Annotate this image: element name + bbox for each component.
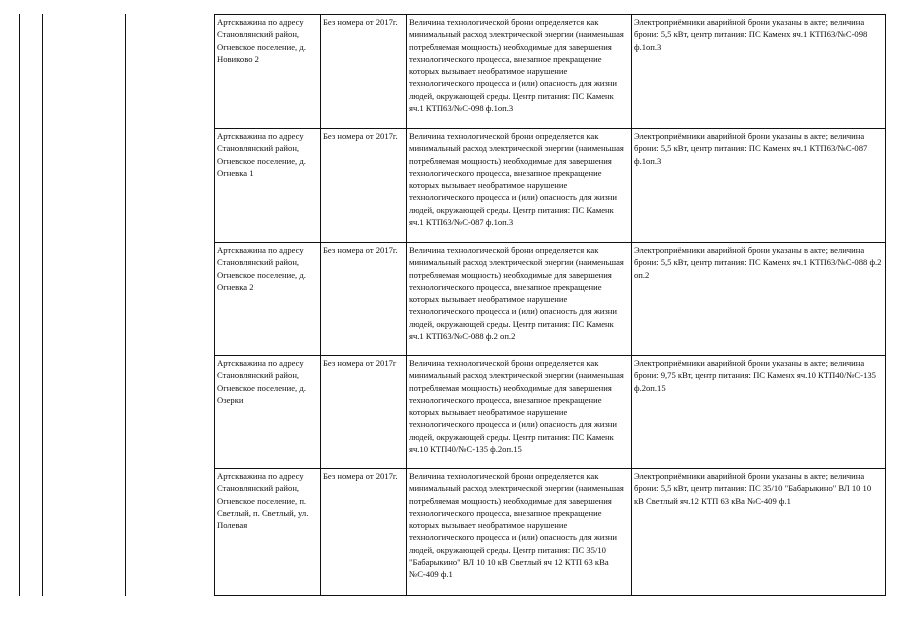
- notes-cell: Электроприёмники аварийной брони указаны в акте; величина брони: 9,75 кВт, центр питания: ПС Каменх яч.10 КТП40/№С-135 ф.2оп.15: [632, 356, 886, 469]
- number-cell: Без номера от 2017г.: [321, 129, 407, 243]
- reservation-table: [214, 14, 886, 596]
- table-row: [215, 356, 886, 469]
- notes-cell: Электроприёмники аварийной брони указаны в акте; величина брони: 5,5 кВт, центр питания: ПС 35/10 "Бабарыкино" ВЛ 10 10 кВ Светлый яч.12 КТП 63 кВа №С-409 ф.1: [632, 469, 886, 596]
- description-cell: Величина технологической брони определяется как минимальный расход электрической энергии (наименьшая потребляемая мощность) необходимые для завершения технологического процесса, внезапное прекращение которых вызывает необратимое нарушение технологического процесса и (или) опасность для жизни людей, окружающей среды. Центр питания: ПС Каменк яч.1 КТП63/№С-098 ф.1оп.3: [407, 15, 632, 129]
- notes-cell: Электроприёмники аварийной брони указаны в акте; величина брони: 5,5 кВт, центр питания: ПС Каменх яч.1 КТП63/№С-098 ф.1оп.3: [632, 15, 886, 129]
- object-cell: Артскважина по адресу Становлянский район, Огневское поселение, д. Огневка 1: [215, 129, 321, 243]
- description-cell: Величина технологической брони определяется как минимальный расход электрической энергии (наименьшая потребляемая мощность) необходимые для завершения технологического процесса, внезапное прекращение которых вызывает необратимое нарушение технологического процесса и (или) опасность для жизни людей, окружающей среды. Центр питания: ПС Каменк яч.10 КТП40/№С-135 ф.2оп.15: [407, 356, 632, 469]
- table-row: [215, 243, 886, 356]
- number-cell: Без номера от 2017г.: [321, 15, 407, 129]
- left-rule-3: [125, 14, 126, 596]
- object-cell: Артскважина по адресу Становлянский район, Огневское поселение, д. Озерки: [215, 356, 321, 469]
- object-cell: Артскважина по адресу Становлянский район, Огневское поселение, д. Огневка 2: [215, 243, 321, 356]
- left-rule-2: [42, 14, 43, 596]
- notes-cell: Электроприёмники аварийной брони указаны в акте; величина брони: 5,5 кВт, центр питания: ПС Каменх яч.1 КТП63/№С-087 ф.1оп.3: [632, 129, 886, 243]
- notes-cell: Электроприёмники аварийной брони указаны в акте; величина брони: 5,5 кВт, центр питания: ПС Каменх яч.1 КТП63/№С-088 ф.2 оп.2: [632, 243, 886, 356]
- description-cell: Величина технологической брони определяется как минимальный расход электрической энергии (наименьшая потребляемая мощность) необходимые для завершения технологического процесса, внезапное прекращение которых вызывает необратимое нарушение технологического процесса и (или) опасность для жизни людей, окружающей среды. Центр питания: ПС Каменк яч.1 КТП63/№С-087 ф.1оп.3: [407, 129, 632, 243]
- object-cell: Артскважина по адресу Становлянский район, Огневское поселение, п. Светлый, п. Светлый, ул. Полевая: [215, 469, 321, 596]
- number-cell: Без номера от 2017г: [321, 356, 407, 469]
- table-row: [215, 129, 886, 243]
- table-row: [215, 15, 886, 129]
- number-cell: Без номера от 2017г.: [321, 469, 407, 596]
- description-cell: Величина технологической брони определяется как минимальный расход электрической энергии (наименьшая потребляемая мощность) необходимые для завершения технологического процесса, внезапное прекращение которых вызывает необратимое нарушение технологического процесса и (или) опасность для жизни людей, окружающей среды. Центр питания: ПС Каменк яч.1 КТП63/№С-088 ф.2 оп.2: [407, 243, 632, 356]
- table-row: [215, 469, 886, 596]
- number-cell: Без номера от 2017г.: [321, 243, 407, 356]
- description-cell: Величина технологической брони определяется как минимальный расход электрической энергии (наименьшая потребляемая мощность) необходимые для завершения технологического процесса, внезапное прекращение которых вызывает необратимое нарушение технологического процесса и (или) опасность для жизни людей, окружающей среды. Центр питания: ПС 35/10 "Бабарыкино" ВЛ 10 10 кВ Светлый яч 12 КТП 63 кВа №С-409 ф.1: [407, 469, 632, 596]
- object-cell: Артскважина по адресу Становлянский район, Огневское поселение, д. Новиково 2: [215, 15, 321, 129]
- left-rule-1: [19, 14, 20, 596]
